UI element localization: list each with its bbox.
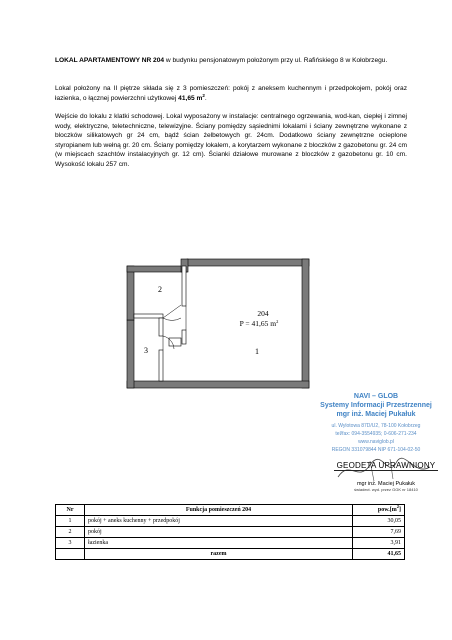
table-total-row: [56, 549, 405, 560]
unit-number: 204: [257, 309, 269, 318]
room-label-3: 3: [144, 346, 148, 355]
description-paragraph: Lokal położony na II piętrze składa się z 3 pomieszczeń: pokój z aneksem kuchennym i przedpokojem, pokój oraz łazienka, o łącznej powierzchni użytkowej 41,65 $m^2$.: [55, 85, 407, 102]
table-row: 3 łazienka 3,91: [56, 538, 405, 549]
room-label-2: 2: [158, 285, 162, 294]
table-row: 2 pokój 7,69: [56, 527, 405, 538]
apartment-title: LOKAL APARTAMENTOWY NR 204: [55, 57, 165, 64]
total-label: razem: [85, 549, 353, 560]
header-area: $pow.[m^2]$: [353, 505, 405, 516]
rooms-table: [55, 504, 405, 560]
table-header-row: [56, 505, 405, 516]
company-phone: tel/fax: 094-3554935; 0-606-271-234: [335, 431, 417, 437]
table-row: 1 pokój + aneks kuchenny + przedpokój 30,05: [56, 516, 405, 527]
interior-walls: [134, 266, 186, 381]
company-address: ul. Wylotowa 87D/U2, 78-100 Kołobrzeg: [331, 423, 421, 429]
company-engineer: mgr inż. Maciej Pukałuk: [336, 411, 416, 418]
company-regon-nip: REGON 331079844 NIP 671-104-02-50: [331, 447, 421, 453]
outer-walls: [127, 259, 309, 388]
company-system: Systemy Informacji Przestrzennej: [320, 402, 432, 409]
stamp-divider: [334, 470, 438, 471]
unit-area: P = 41,65 $m^2$: [239, 319, 279, 328]
description-text: Lokal położony na II piętrze składa się z 3 pomieszczeń: pokój z aneksem kuchennym i przedpokojem, pokój oraz łazienka, o łącznej powierzchni użytkowej: [55, 85, 407, 102]
stamp-title: GEODETA UPRAWNIONY: [336, 461, 436, 470]
total-value: 41,65: [353, 549, 405, 560]
room-label-1: 1: [255, 347, 259, 356]
company-website: www.naviglob.pl: [358, 439, 394, 445]
stamp-name: mgr inż. Maciej Pukałuk: [356, 481, 416, 487]
header-nr: Nr: [56, 505, 85, 516]
company-name: NAVI – GLOB: [353, 393, 399, 400]
apartment-location: w budynku pensjonatowym położonym przy ul. Rafińskiego 8 w Kołobrzegu.: [165, 57, 388, 64]
construction-paragraph: Wejście do lokalu z klatki schodowej. Lokal wyposażony w instalacje: centralnego ogrzewania, wod-kan, ciepłej i zimnej wody, elektryczne, teletechniczne, telewizyjne. Ściany pomiędzy sąsiednimi lokalami i ściany zewnętrzne wykonane z bloczków silikatowych gr 24 cm, bądź ścian żelbetowych gr. 24cm. Dodatkowo ściany zewnętrzne ocieplone styropianem lub wełną gr. 20 cm. Ściany pomiędzy lokalem, a korytarzem wykonane z bloczków z gazobetonu gr. 24 cm (w miejscach szachtów instalacyjnych gr. 12 cm). Ścianki działowe murowane z bloczków z gazobetonu gr. 10 cm. Wysokość lokalu 257 cm.: [55, 113, 407, 168]
stamp-license: świadect. wyd. przez GGK nr 18410: [354, 487, 418, 492]
total-area: 41,65 $m^2$: [178, 92, 205, 102]
header-function: Funkcja pomieszczeń 204: [85, 505, 353, 516]
